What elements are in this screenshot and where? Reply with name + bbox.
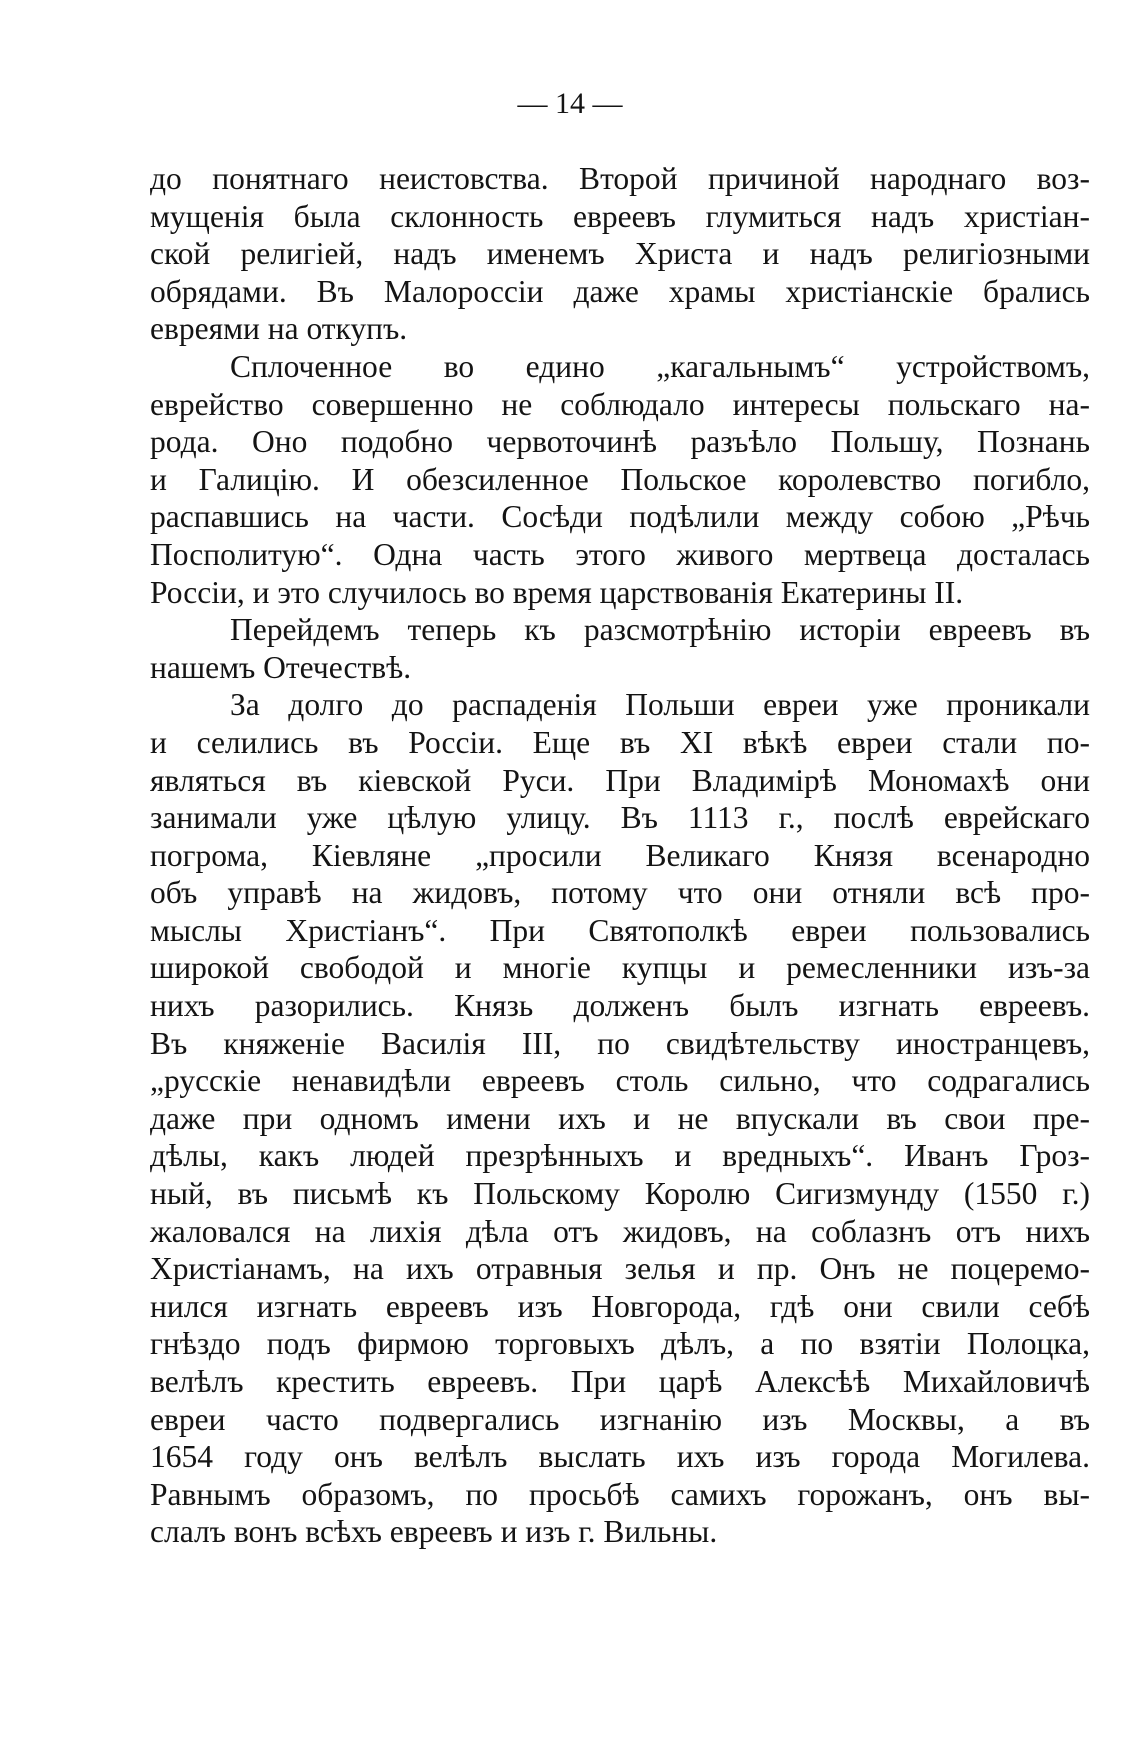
text-line: ской религіей, надъ именемъ Христа и надъ религіозными bbox=[150, 236, 1090, 272]
text-line: широкой свободой и многіе купцы и ремесленники изъ-за bbox=[150, 950, 1090, 986]
text-line: распавшись на части. Сосѣди подѣлили между собою „Рѣчь bbox=[150, 499, 1090, 535]
text-line: рода. Оно подобно червоточинѣ разъѣло Польшу, Познань bbox=[150, 424, 1090, 460]
text-line: и Галицію. И обезсиленное Польское королевство погибло, bbox=[150, 461, 1090, 497]
text-line: занимали уже цѣлую улицу. Въ 1113 г., послѣ еврейскаго bbox=[150, 800, 1090, 836]
text-line: нашемъ Отечествѣ. bbox=[150, 649, 412, 685]
text-line: евреи часто подвергались изгнанію изъ Москвы, а въ bbox=[150, 1401, 1090, 1437]
text-line: Посполитую“. Одна часть этого живого мертвеца досталась bbox=[150, 536, 1090, 572]
text-line: погрома, Кіевляне „просили Великаго Князя всенародно bbox=[150, 837, 1090, 873]
text-line: мыслы Христіанъ“. При Святополкѣ евреи пользовались bbox=[150, 912, 1090, 948]
text-line: Равнымъ образомъ, по просьбѣ самихъ горожанъ, онъ вы- bbox=[150, 1476, 1090, 1512]
text-line: и селились въ Россіи. Еще въ XI вѣкѣ евреи стали по- bbox=[150, 724, 1090, 760]
text-line: За долго до распаденія Польши евреи уже проникали bbox=[230, 687, 1090, 723]
text-line: Перейдемъ теперь къ разсмотрѣнію исторіи евреевъ въ bbox=[230, 612, 1090, 648]
text-line: даже при одномъ имени ихъ и не впускали въ свои пре- bbox=[150, 1100, 1090, 1136]
text-line: Россіи, и это случилось во время царствованія Екатерины II. bbox=[150, 574, 964, 610]
text-line: 1654 году онъ велѣлъ выслать ихъ изъ города Могилева. bbox=[150, 1439, 1090, 1475]
text-line: мущенія была склонность евреевъ глумиться надъ христіан- bbox=[150, 198, 1090, 234]
text-line: слалъ вонъ всѣхъ евреевъ и изъ г. Вильны. bbox=[150, 1514, 718, 1550]
text-line: жаловался на лихія дѣла отъ жидовъ, на соблазнъ отъ нихъ bbox=[150, 1213, 1090, 1249]
text-line: до понятнаго неистовства. Второй причиной народнаго воз- bbox=[150, 161, 1090, 196]
text-line: Христіанамъ, на ихъ отравныя зелья и пр. Онъ не поцеремо- bbox=[150, 1251, 1090, 1287]
text-line: ный, въ письмѣ къ Польскому Королю Сигизмунду (1550 г.) bbox=[150, 1176, 1090, 1212]
text-line: объ управѣ на жидовъ, потому что они отняли всѣ про- bbox=[150, 875, 1090, 911]
text-line: являться въ кіевской Руси. При Владимірѣ Мономахѣ они bbox=[150, 762, 1090, 798]
text-line: Сплоченное во едино „кагальнымъ“ устройствомъ, bbox=[230, 348, 1090, 384]
text-line: дѣлы, какъ людей презрѣнныхъ и вредныхъ“. Иванъ Гроз- bbox=[150, 1138, 1090, 1174]
page-number: — 14 — bbox=[517, 87, 623, 120]
text-line: обрядами. Въ Малороссіи даже храмы христіанскіе брались bbox=[150, 273, 1090, 309]
text-line: еврейство совершенно не соблюдало интересы польскаго на- bbox=[150, 386, 1090, 422]
body-text bbox=[150, 160, 1090, 1551]
text-line: гнѣздо подъ фирмою торговыхъ дѣлъ, а по взятіи Полоцка, bbox=[150, 1326, 1090, 1362]
text-line: евреями на откупъ. bbox=[150, 311, 408, 347]
text-line: „русскіе ненавидѣли евреевъ столь сильно, что содрагались bbox=[150, 1063, 1090, 1099]
text-line: нихъ разорились. Князь долженъ былъ изгнать евреевъ. bbox=[150, 988, 1090, 1024]
text-line: Въ княженіе Василія III, по свидѣтельству иностранцевъ, bbox=[150, 1025, 1090, 1061]
text-line: велѣлъ крестить евреевъ. При царѣ Алексѣѣ Михайловичѣ bbox=[150, 1364, 1090, 1399]
text-line: нился изгнать евреевъ изъ Новгорода, гдѣ они свили себѣ bbox=[150, 1288, 1090, 1324]
